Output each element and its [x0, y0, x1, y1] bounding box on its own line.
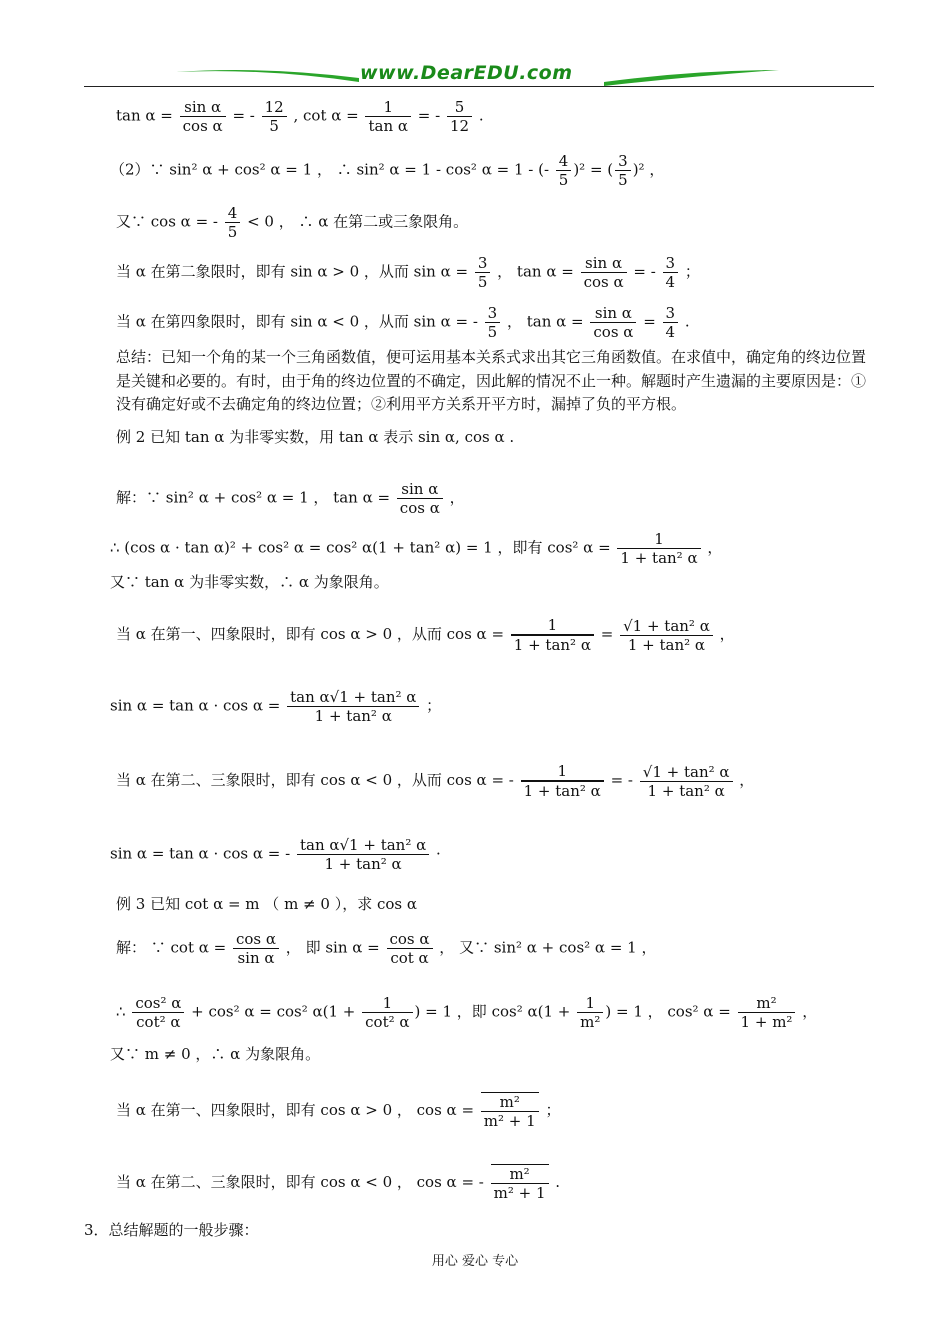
solution-line-6: 当 α 在第二、三象限时，即有 cos α < 0 ，从而 cos α = - $\frac{1}{\text{1 + tan² α}}$ = - $\frac{\text{√1 + tan² α}}{\text{1 + tan² α}}$ ， — [116, 762, 755, 800]
solution-line-7: sin α = tan α · cos α = - $\frac{\text{tan α√1 + tan² α}}{\text{1 + tan² α}}$ · — [110, 836, 441, 873]
example-2-title: 例 2 已知 tan α 为非零实数，用 tan α 表示 sin α, cos α . — [116, 428, 515, 446]
header-logo: www.DearEDU.com — [360, 62, 573, 84]
eq-line-5: 当 α 在第四象限时，即有 sin α < 0 ，从而 sin α = - $\frac{3}{5}$ ， tan α = $\frac{\text{sin α}}{\text{cos α}}$ = $\frac{3}{4}$ . — [116, 304, 690, 341]
eq-line-3: 又∵ cos α = - $\frac{4}{5}$ < 0 ， ∴ α 在第二或三象限角。 — [116, 204, 469, 241]
solution-line-2: ∴ (cos α · tan α)² + cos² α = cos² α(1 + tan² α) = 1 ，即有 cos² α = $\frac{1}{\text{1 + tan² α}}$ ， — [110, 530, 723, 567]
solution-line-4: 当 α 在第一、四象限时，即有 cos α > 0 ，从而 cos α = $\frac{1}{\text{1 + tan² α}}$ = $\frac{\text{√1 + tan² α}}{\text{1 + tan² α}}$ ， — [116, 616, 735, 654]
ex3-line-4: 当 α 在第一、四象限时，即有 cos α > 0 ， cos α = $\frac{\text{m²}}{\text{m² + 1}}$ ； — [116, 1093, 561, 1130]
example-3-title: 例 3 已知 cot α = m （ m ≠ 0 ），求 cos α — [116, 895, 418, 913]
ex3-line-2: ∴ $\frac{\text{cos² α}}{\text{cot² α}}$ + cos² α = cos² α(1 + $\frac{1}{\text{cot² α}}$ ) = 1 ，即 cos² α(1 + $\frac{1}{\text{m²}}$ ) = 1 ， cos² α = $\frac{\text{m²}}{\text{1 + m²}}$ ， — [116, 994, 818, 1031]
ex3-line-1: 解： ∵ cot α = $\frac{\text{cos α}}{\text{sin α}}$ ， 即 sin α = $\frac{\text{cos α}}{\text{cot α}}$ ， 又∵ sin² α + cos² α = 1 ， — [116, 930, 657, 967]
eq-line-4: 当 α 在第二象限时，即有 sin α > 0 ，从而 sin α = $\frac{3}{5}$ ， tan α = $\frac{\text{sin α}}{\text{cos α}}$ = - $\frac{3}{4}$ ； — [116, 254, 700, 291]
solution-line-3: 又∵ tan α 为非零实数，∴ α 为象限角。 — [110, 573, 389, 591]
page-footer: 用心 爱心 专心 — [431, 1254, 519, 1269]
eq-line-2: （2）∵ sin² α + cos² α = 1 ， ∴ sin² α = 1 - cos² α = 1 - (- $\frac{4}{5}$ )² = ( $\frac{3}{5}$ )² ， — [110, 152, 665, 189]
summary-paragraph: 总结：已知一个角的某一个三角函数值，便可运用基本关系式求出其它三角函数值。在求值中，确定角的终边位置是关键和必要的。有时，由于角的终边位置的不确定，因此解的情况不止一种。解题时产生遗漏的主要原因是：①没有确定好或不去确定角的终边位置；②利用平方关系开平方时，漏掉了负的平方根。 — [116, 348, 867, 413]
solution-line-5: sin α = tan α · cos α = $\frac{\text{tan α√1 + tan² α}}{\text{1 + tan² α}}$ ； — [110, 688, 442, 725]
ex3-line-3: 又∵ m ≠ 0 ，∴ α 为象限角。 — [110, 1045, 321, 1063]
step-3-heading: 3．总结解题的一般步骤： — [84, 1221, 259, 1239]
solution-line-1: 解：∵ sin² α + cos² α = 1 ， tan α = $\frac{\text{sin α}}{\text{cos α}}$ ， — [116, 480, 465, 517]
ex3-line-5: 当 α 在第二、三象限时，即有 cos α < 0 ， cos α = - $\frac{\text{m²}}{\text{m² + 1}}$ . — [116, 1165, 561, 1202]
eq-line-1: tan α = $\frac{\text{sin α}}{\text{cos α}}$ = - $\frac{12}{5}$ , cot α = $\frac{1}{\text{tan α}}$ = - $\frac{5}{12}$ . — [116, 98, 484, 135]
header-rule — [84, 86, 874, 87]
